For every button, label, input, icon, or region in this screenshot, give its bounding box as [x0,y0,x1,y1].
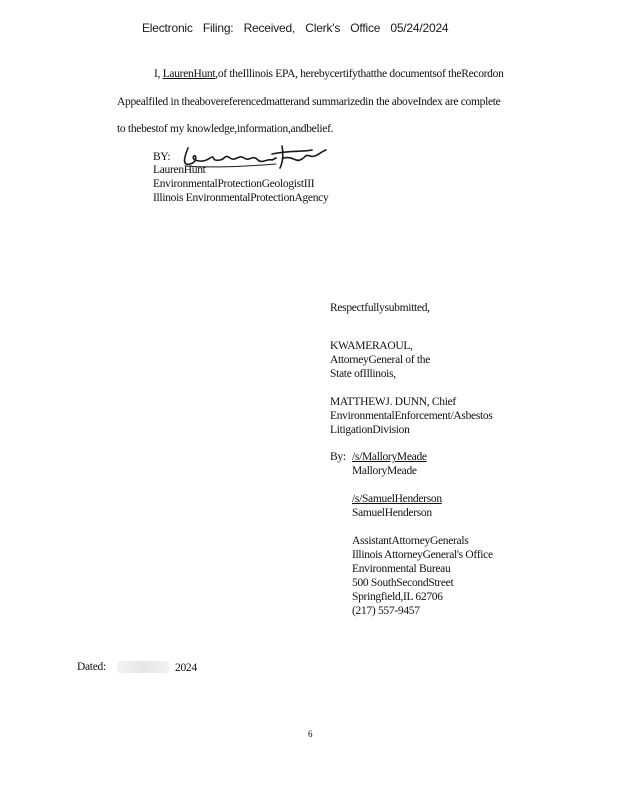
certifier-name: LaurenHunt [162,68,216,80]
attorney-role: AssistantAttorneyGenerals [352,535,469,547]
ag-title-1: AttorneyGeneral of the [330,354,431,366]
cert-line1-rest: ,of theIllinois EPA, herebycertifythatthe documentsof theRecordon [215,68,504,80]
closing: Respectfullysubmitted, [330,302,430,314]
by-label: By: [330,451,346,463]
signer-by-label: BY: [153,151,171,163]
ag-name: KWAMERAOUL, [330,340,413,352]
certification-line-3: to thebestof my knowledge,information,andbelief. [117,123,334,135]
city-state-zip: Springfield,IL 62706 [352,591,443,603]
redacted-date [117,661,169,673]
office-name: Illinois AttorneyGeneral's Office [352,549,493,561]
page-number: 6 [308,729,313,739]
electronic-signature-1: /s/MalloryMeade [352,451,427,463]
dated-year: 2024 [175,662,197,674]
dated-label: Dated: [77,661,106,673]
bureau-name: Environmental Bureau [352,563,451,575]
signer-title: EnvironmentalProtectionGeologistIII [153,178,315,190]
electronic-signature-2: /s/SamuelHenderson [352,493,442,505]
filing-header: Electronic Filing: Received, Clerk's Office 05/24/2024 [142,21,449,35]
signer-name: LaurenHunt [153,164,206,176]
certification-line-2: Appealfiled in theabovereferencedmatterand summarizedin the aboveIndex are complete [117,96,501,108]
certification-line-1 [154,68,504,80]
street-address: 500 SouthSecondStreet [352,577,454,589]
attorney-name-2: SamuelHenderson [352,507,432,519]
chief-title-1: EnvironmentalEnforcement/Asbestos [330,410,493,422]
chief-name: MATTHEWJ. DUNN, Chief [330,396,456,408]
signer-agency: Illinois EnvironmentalProtectionAgency [153,192,329,204]
phone-number: (217) 557-9457 [352,605,420,617]
attorney-name-1: MalloryMeade [352,465,417,477]
chief-title-2: LitigationDivision [330,424,410,436]
ag-title-2: State ofIllinois, [330,368,396,380]
cert-prefix: I, [154,68,161,80]
